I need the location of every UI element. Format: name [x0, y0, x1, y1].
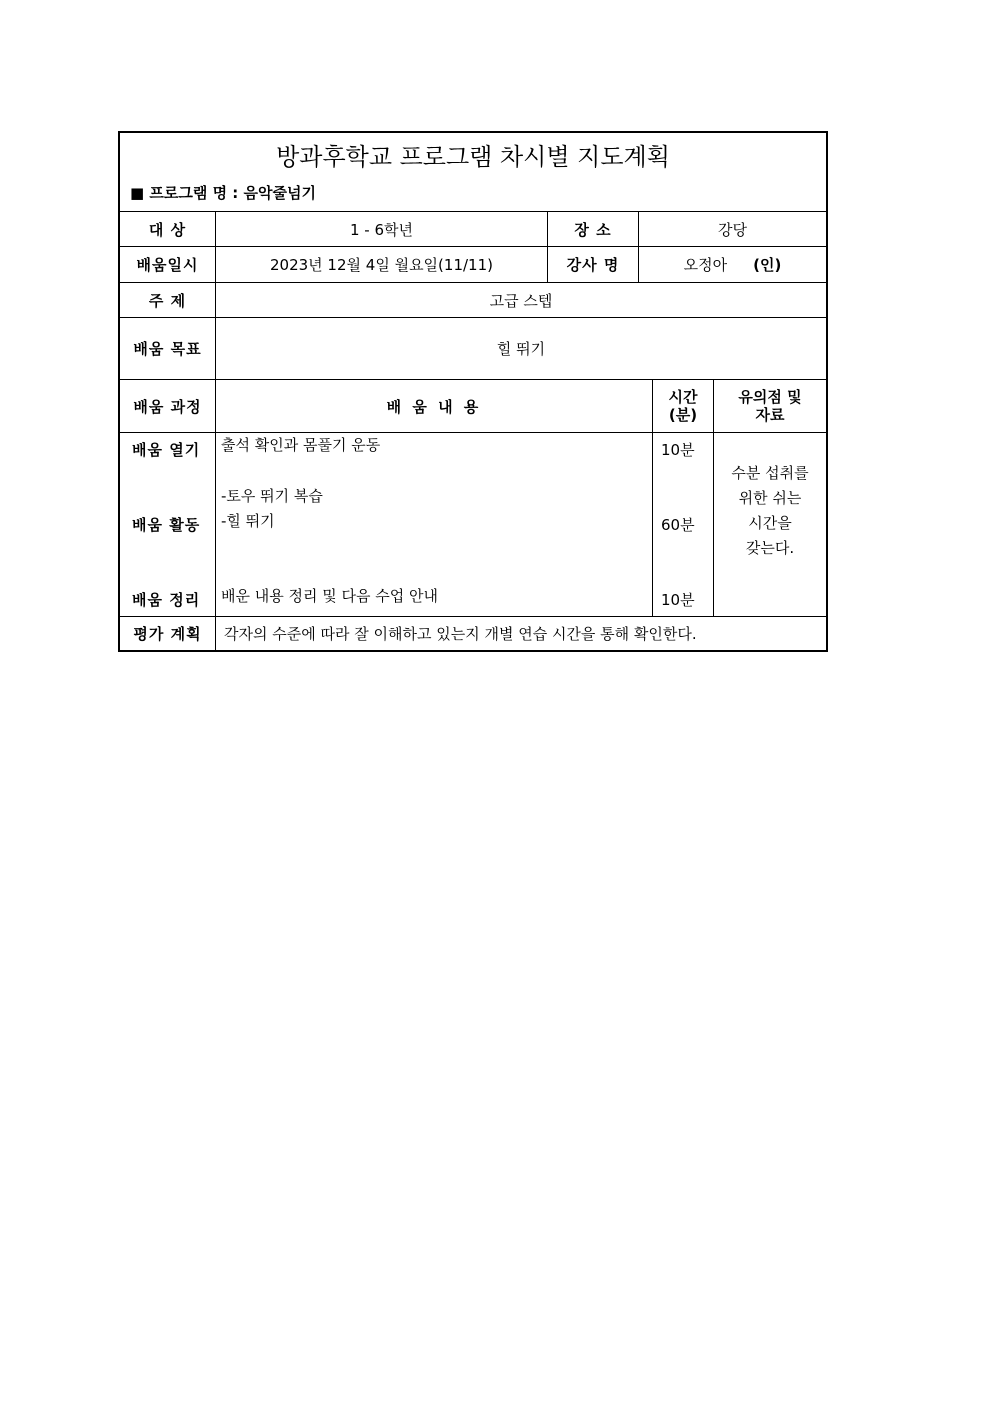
- step-content-close: 배운 내용 정리 및 다음 수업 안내: [221, 587, 438, 605]
- document-title: 방과후학교 프로그램 차시별 지도계획: [276, 143, 670, 171]
- instructor-name: 오정아: [683, 256, 728, 274]
- step-content-open: 출석 확인과 몸풀기 운동: [221, 436, 381, 454]
- place-value: 강당: [718, 220, 747, 239]
- evaluation-value: 각자의 수준에 따라 잘 이해하고 있는지 개별 연습 시간을 통해 확인한다.: [224, 625, 697, 643]
- process-label: 배움 과정: [133, 397, 202, 416]
- time-header-line1: 시간: [668, 388, 698, 406]
- notes-line: 시간을: [748, 514, 792, 532]
- instructor-cell: [639, 247, 826, 282]
- notes-header: [714, 380, 826, 432]
- time-header-line2: (분): [668, 406, 698, 424]
- program-name-prefix: ■ 프로그램 명 :: [130, 184, 244, 202]
- goal-value: 힐 뛰기: [496, 340, 546, 358]
- step-time-activity: 60분: [661, 516, 695, 534]
- step-content-activity-2: -힐 뛰기: [221, 512, 275, 530]
- step-label-close: 배움 정리: [132, 591, 201, 609]
- grid-line: [120, 432, 826, 433]
- goal-label: 배움 목표: [133, 340, 202, 358]
- step-label-open: 배움 열기: [132, 441, 201, 459]
- topic-value: 고급 스텝: [489, 291, 553, 310]
- program-name-value: 음악줄넘기: [243, 184, 316, 202]
- evaluation-label: 평가 계획: [133, 625, 202, 643]
- time-header: [653, 380, 713, 432]
- notes-cell: [714, 461, 826, 561]
- notes-line: 수분 섭취를: [731, 464, 809, 482]
- notes-line: 위한 쉬는: [738, 489, 802, 507]
- step-time-open: 10분: [661, 441, 695, 459]
- step-label-activity: 배움 활동: [132, 516, 201, 534]
- target-value: 1 - 6학년: [349, 220, 414, 239]
- notes-header-line2: 자료: [755, 406, 785, 424]
- notes-line: 갖는다.: [745, 539, 795, 557]
- place-label: 장 소: [574, 220, 612, 239]
- date-value: 2023년 12월 4일 월요일(11/11): [270, 256, 493, 274]
- target-label: 대 상: [148, 220, 187, 239]
- step-content-activity-1: -토우 뛰기 복습: [221, 487, 323, 505]
- seal-mark: (인): [753, 256, 782, 274]
- step-time-close: 10분: [661, 591, 695, 609]
- instructor-label: 강사 명: [566, 256, 620, 274]
- content-header: 배 움 내 용: [386, 397, 482, 416]
- date-label: 배움일시: [136, 256, 199, 274]
- lesson-plan-table: [118, 131, 828, 652]
- topic-label: 주 제: [148, 291, 187, 310]
- notes-header-line1: 유의점 및: [738, 388, 802, 406]
- program-name-line: [130, 182, 316, 203]
